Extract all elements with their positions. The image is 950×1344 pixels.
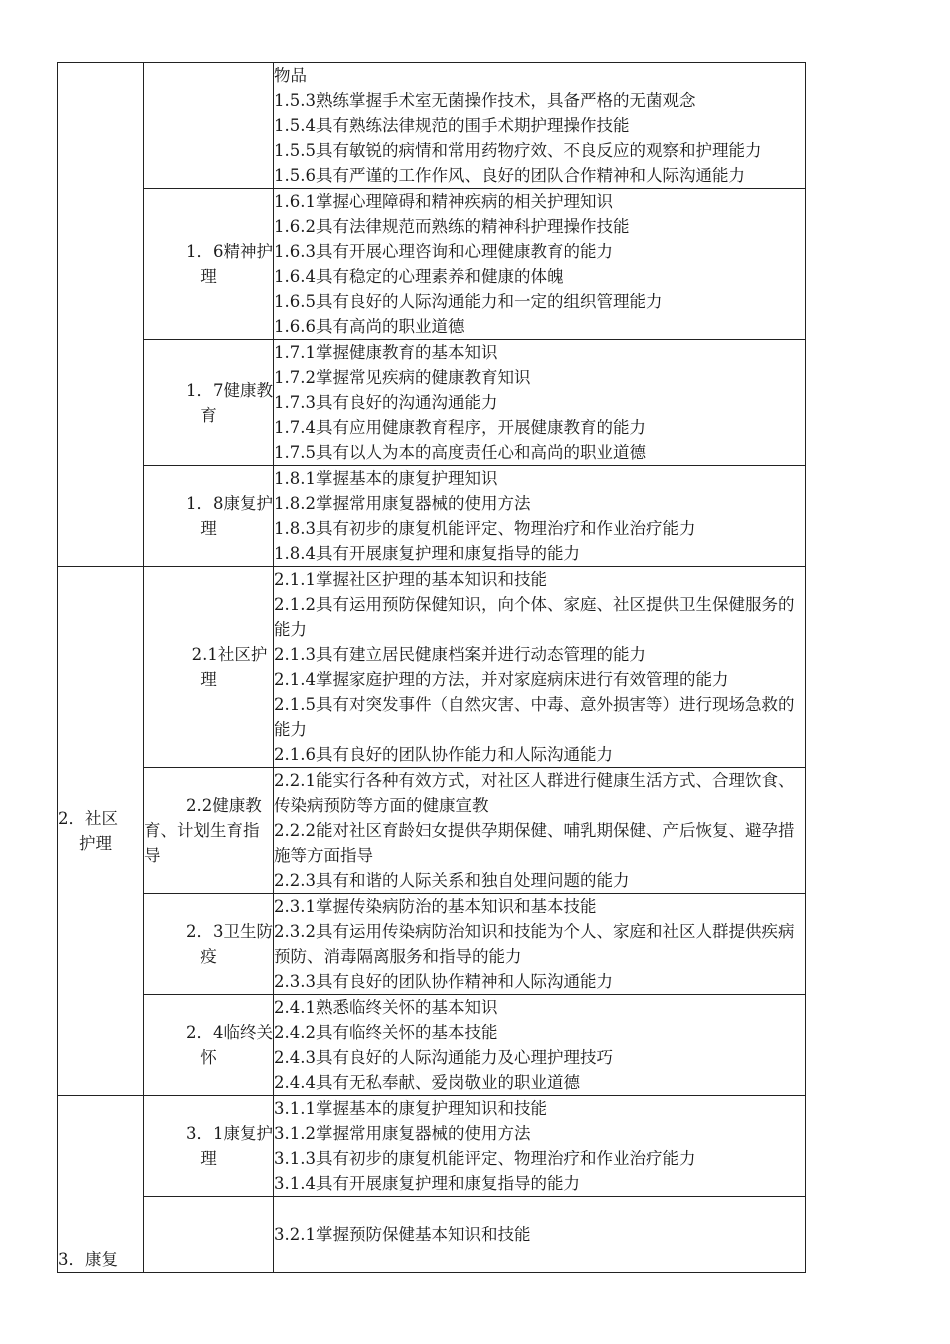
table-row xyxy=(58,189,806,340)
objectives-cell xyxy=(274,1197,806,1273)
module-label: 2.2健康教育、计划生育指导 xyxy=(144,796,262,865)
module-cell xyxy=(144,340,274,466)
module-cell xyxy=(144,1197,274,1273)
objective-line: 2.1.2具有运用预防保健知识，向个体、家庭、社区提供卫生保健服务的能力 xyxy=(274,595,795,639)
table-row xyxy=(58,894,806,995)
table-row xyxy=(58,995,806,1096)
objective-line: 2.3.3具有良好的团队协作精神和人际沟通能力 xyxy=(274,972,613,991)
table-row xyxy=(58,1197,806,1273)
objective-line: 2.4.3具有良好的人际沟通能力及心理护理技巧 xyxy=(274,1048,613,1067)
objective-line: 1.5.4具有熟练法律规范的围手术期护理操作技能 xyxy=(274,116,630,135)
objective-line: 1.7.2掌握常见疾病的健康教育知识 xyxy=(274,368,531,387)
area-label: 2．社区 护理 xyxy=(58,809,118,853)
table-row xyxy=(58,1096,806,1197)
objective-line: 1.6.1掌握心理障碍和精神疾病的相关护理知识 xyxy=(274,192,613,211)
objective-line: 3.1.1掌握基本的康复护理知识和技能 xyxy=(274,1099,547,1118)
objective-line: 1.6.3具有开展心理咨询和心理健康教育的能力 xyxy=(274,242,613,261)
objective-line: 2.4.2具有临终关怀的基本技能 xyxy=(274,1023,498,1042)
objective-line: 2.4.1熟悉临终关怀的基本知识 xyxy=(274,998,498,1017)
objectives-cell xyxy=(274,894,806,995)
module-cell xyxy=(144,1096,274,1197)
objectives-cell xyxy=(274,189,806,340)
objective-line: 2.1.4掌握家庭护理的方法，并对家庭病床进行有效管理的能力 xyxy=(274,670,729,689)
objective-line: 1.5.3熟练掌握手术室无菌操作技术，具备严格的无菌观念 xyxy=(274,91,696,110)
module-cell xyxy=(144,466,274,567)
module-label: 3．1康复护理 xyxy=(185,1124,273,1168)
objectives-cell xyxy=(274,340,806,466)
objective-line: 3.1.4具有开展康复护理和康复指导的能力 xyxy=(274,1174,580,1193)
objectives-cell xyxy=(274,995,806,1096)
module-cell xyxy=(144,995,274,1096)
objective-line: 2.2.2能对社区育龄妇女提供孕期保健、哺乳期保健、产后恢复、避孕措施等方面指导 xyxy=(274,821,795,865)
area-cell xyxy=(58,1096,144,1273)
objectives-cell xyxy=(274,768,806,894)
area-cell xyxy=(58,63,144,567)
table-row xyxy=(58,63,806,189)
objective-line: 3.1.3具有初步的康复机能评定、物理治疗和作业治疗能力 xyxy=(274,1149,696,1168)
objective-line: 1.8.4具有开展康复护理和康复指导的能力 xyxy=(274,544,580,563)
table-row xyxy=(58,340,806,466)
module-cell xyxy=(144,567,274,768)
objectives-cell xyxy=(274,1096,806,1197)
objective-line: 2.1.3具有建立居民健康档案并进行动态管理的能力 xyxy=(274,645,646,664)
module-cell xyxy=(144,63,274,189)
objective-line: 1.8.1掌握基本的康复护理知识 xyxy=(274,469,498,488)
module-label: 2．4临终关怀 xyxy=(185,1023,273,1067)
objective-line: 2.2.1能实行各种有效方式，对社区人群进行健康生活方式、合理饮食、传染病预防等方面的健康宣教 xyxy=(274,771,795,815)
objective-line: 1.6.2具有法律规范而熟练的精神科护理操作技能 xyxy=(274,217,630,236)
objective-line: 1.8.3具有初步的康复机能评定、物理治疗和作业治疗能力 xyxy=(274,519,696,538)
area-label: 3．康复 xyxy=(58,1250,118,1269)
table-row xyxy=(58,466,806,567)
area-cell xyxy=(58,567,144,1096)
module-label: 1．8康复护理 xyxy=(185,494,273,538)
objective-line: 1.7.3具有良好的沟通沟通能力 xyxy=(274,393,498,412)
objectives-cell xyxy=(274,63,806,189)
curriculum-table xyxy=(57,62,806,1273)
objective-line: 1.6.4具有稳定的心理素养和健康的体魄 xyxy=(274,267,564,286)
objective-line: 2.1.5具有对突发事件（自然灾害、中毒、意外损害等）进行现场急救的能力 xyxy=(274,695,795,739)
objectives-cell xyxy=(274,567,806,768)
objective-line: 2.1.6具有良好的团队协作能力和人际沟通能力 xyxy=(274,745,613,764)
objective-line: 3.1.2掌握常用康复器械的使用方法 xyxy=(274,1124,531,1143)
objective-line: 1.5.5具有敏锐的病情和常用药物疗效、不良反应的观察和护理能力 xyxy=(274,141,762,160)
module-label: 2.1社区护理 xyxy=(191,645,268,689)
objective-line: 物品 xyxy=(274,66,307,85)
objective-line: 2.4.4具有无私奉献、爱岗敬业的职业道德 xyxy=(274,1073,580,1092)
objective-line: 1.6.5具有良好的人际沟通能力和一定的组织管理能力 xyxy=(274,292,663,311)
module-label: 1．6精神护理 xyxy=(185,242,273,286)
module-cell xyxy=(144,189,274,340)
module-label: 1．7健康教育 xyxy=(185,380,273,425)
objective-line: 1.8.2掌握常用康复器械的使用方法 xyxy=(274,494,531,513)
objectives-cell xyxy=(274,466,806,567)
objective-line: 3.2.1掌握预防保健基本知识和技能 xyxy=(274,1225,531,1244)
objective-line: 2.2.3具有和谐的人际关系和独自处理问题的能力 xyxy=(274,871,630,890)
objective-line: 2.3.2具有运用传染病防治知识和技能为个人、家庭和社区人群提供疾病预防、消毒隔离服务和指导的能力 xyxy=(274,922,795,966)
objective-line: 1.7.4具有应用健康教育程序，开展健康教育的能力 xyxy=(274,418,646,437)
objective-line: 1.5.6具有严谨的工作作风、良好的团队合作精神和人际沟通能力 xyxy=(274,166,745,185)
module-cell xyxy=(144,894,274,995)
objective-line: 2.3.1掌握传染病防治的基本知识和基本技能 xyxy=(274,897,597,916)
table-row xyxy=(58,768,806,894)
module-label: 2．3卫生防疫 xyxy=(185,922,273,966)
objective-line: 1.6.6具有高尚的职业道德 xyxy=(274,317,465,336)
objective-line: 1.7.1掌握健康教育的基本知识 xyxy=(274,343,498,362)
module-cell xyxy=(144,768,274,894)
table-row xyxy=(58,567,806,768)
objective-line: 2.1.1掌握社区护理的基本知识和技能 xyxy=(274,570,547,589)
objective-line: 1.7.5具有以人为本的高度责任心和高尚的职业道德 xyxy=(274,443,646,462)
